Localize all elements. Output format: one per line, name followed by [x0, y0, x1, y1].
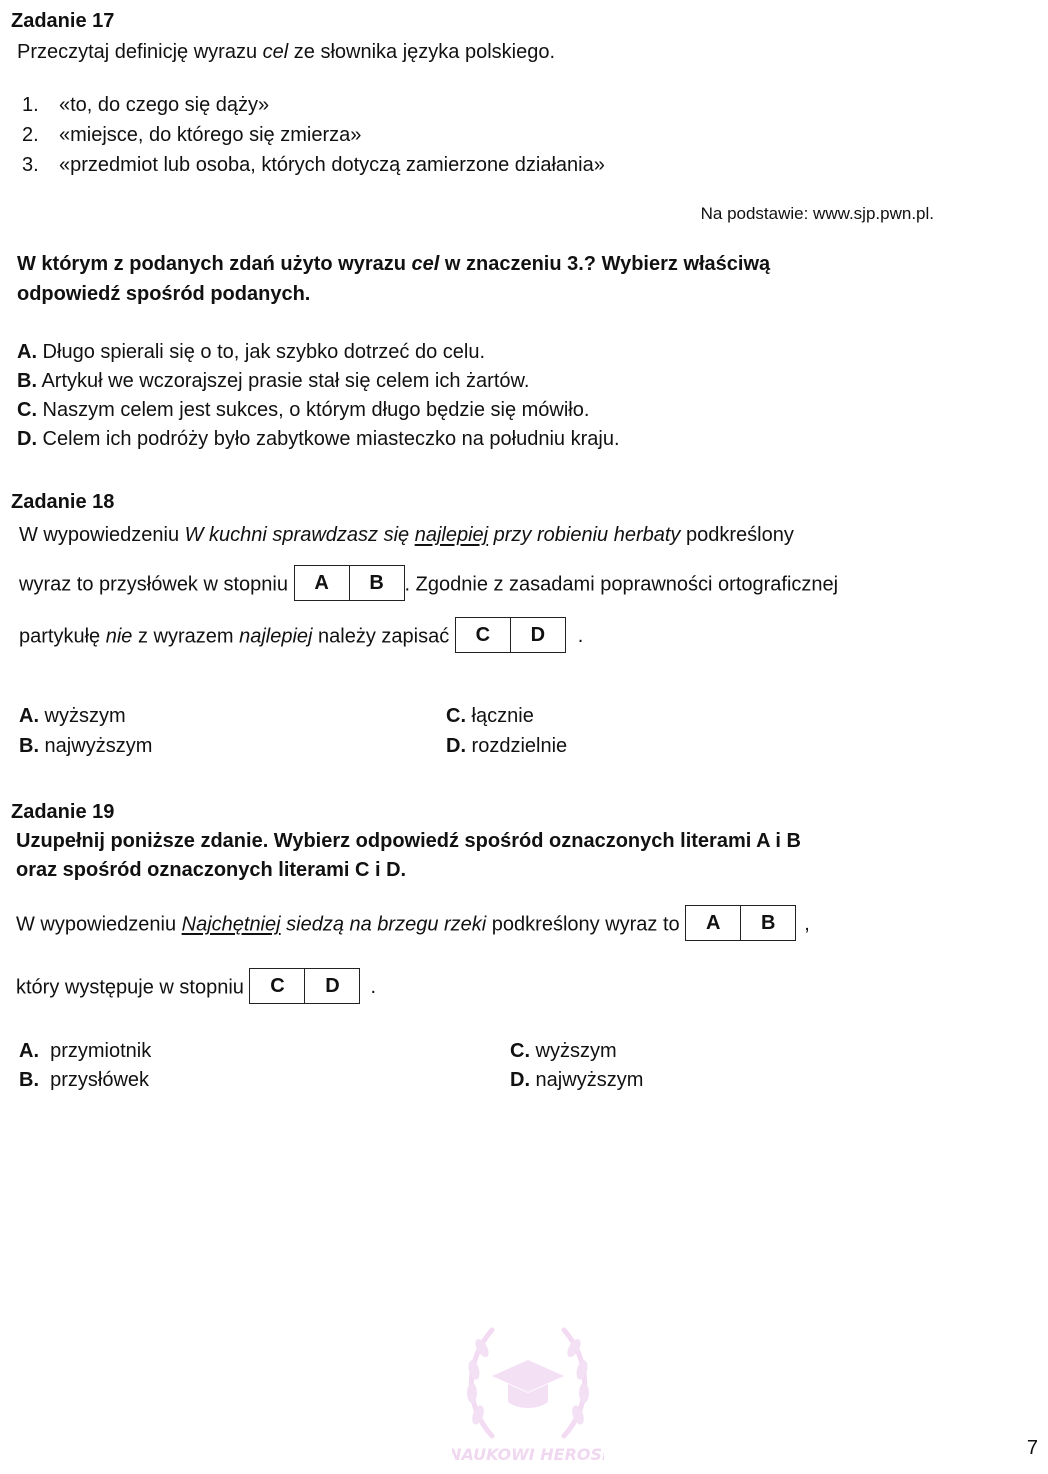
z19-l1-post: podkreślony wyraz to [486, 913, 686, 936]
z18-l3-end: . [577, 625, 584, 648]
option-text: wyższym [530, 1040, 617, 1062]
option-text: przysłówek [39, 1069, 150, 1091]
z19-l1-end: , [804, 913, 810, 936]
z18-line2 [19, 567, 838, 603]
z18-l1-post: podkreślony [680, 524, 794, 546]
choice-b[interactable]: B [349, 566, 404, 600]
def-num: 2. [22, 124, 39, 146]
z17-source: Na podstawie: www.sjp.pwn.pl. [700, 204, 934, 223]
option-text: łącznie [466, 705, 534, 727]
z18-answer-box-ab[interactable] [294, 565, 405, 601]
def-text: «to, do czego się dąży» [59, 94, 270, 116]
z19-line2 [16, 970, 376, 1006]
option-letter: C. [17, 399, 37, 421]
z18-option-c [446, 705, 534, 728]
z17-title: Zadanie 17 [11, 10, 115, 32]
def-text: «miejsce, do którego się zmierza» [59, 124, 362, 146]
option-letter: C. [446, 705, 466, 727]
z19-underlined-word: Najchętniej [181, 913, 281, 936]
z18-option-b [19, 735, 152, 758]
z19-l1-pre: W wypowiedzeniu [16, 913, 182, 936]
z17-option-b [17, 370, 529, 393]
option-letter: B. [19, 735, 39, 757]
z17-intro [17, 41, 555, 64]
option-text: najwyższym [39, 735, 153, 757]
def-text: «przedmiot lub osoba, których dotyczą zamierzone działania» [59, 154, 605, 176]
choice-c[interactable]: C [270, 975, 285, 997]
q-word: cel [411, 253, 440, 275]
watermark-text: NAUKOWI HEROSI [452, 1445, 604, 1464]
laurel-cap-icon [452, 1318, 604, 1468]
option-letter: D. [446, 735, 466, 757]
z18-underlined-word: najlepiej [414, 524, 489, 546]
z19-option-d [510, 1069, 643, 1092]
option-text: Artykuł we wczorajszej prasie stał się celem ich żartów. [37, 370, 530, 392]
z19-option-c [510, 1040, 617, 1063]
z18-title: Zadanie 18 [11, 491, 115, 513]
option-letter: A. [19, 705, 39, 727]
z17-definition-1 [22, 94, 269, 117]
option-text: Długo spierali się o to, jak szybko dotrzeć do celu. [37, 341, 485, 363]
z17-definition-2 [22, 124, 361, 147]
z18-l1-italic: W kuchni sprawdzasz się [184, 524, 415, 546]
z18-l3-mid: z wyrazem [132, 625, 240, 648]
z18-l3-post: należy zapisać [312, 625, 455, 648]
z18-l1-pre: W wypowiedzeniu [19, 524, 185, 546]
option-letter: D. [510, 1069, 530, 1091]
choice-a[interactable]: A [314, 572, 329, 594]
z17-option-a [17, 341, 485, 364]
z18-l2-pre: wyraz to przysłówek w stopniu [19, 573, 294, 596]
z19-title: Zadanie 19 [11, 801, 115, 823]
option-text: najwyższym [530, 1069, 644, 1091]
z17-option-d [17, 428, 620, 451]
z18-option-d [446, 735, 567, 758]
z17-intro-word: cel [262, 41, 289, 63]
z19-l2-end: . [370, 976, 376, 999]
option-letter: B. [19, 1069, 39, 1091]
z19-option-b [19, 1069, 149, 1092]
z18-line3 [19, 619, 583, 655]
z17-question-line1 [17, 253, 770, 276]
z17-definition-3 [22, 154, 605, 177]
option-letter: B. [17, 370, 37, 392]
choice-d[interactable]: D [304, 969, 359, 1003]
option-text: Naszym celem jest sukces, o którym długo będzie się mówiło. [37, 399, 590, 421]
z18-answer-box-cd[interactable] [455, 617, 566, 653]
option-letter: A. [17, 341, 37, 363]
def-num: 3. [22, 154, 39, 176]
z19-instruction-line1: Uzupełnij poniższe zdanie. Wybierz odpowiedź spośród oznaczonych literami A i B [16, 830, 801, 852]
z18-l3-italic: nie [105, 625, 133, 648]
z19-option-a [19, 1040, 151, 1063]
option-text: przymiotnik [39, 1040, 152, 1062]
def-num: 1. [22, 94, 39, 116]
z18-l2-post: . Zgodnie z zasadami poprawności ortograficznej [404, 573, 839, 596]
choice-d[interactable]: D [510, 618, 565, 652]
z19-answer-box-cd[interactable] [249, 968, 360, 1004]
option-letter: C. [510, 1040, 530, 1062]
z19-line1 [16, 907, 810, 943]
z17-option-c [17, 399, 589, 422]
z17-intro-post: ze słownika języka polskiego. [288, 41, 556, 63]
z18-l3-pre: partykułę [19, 625, 106, 648]
z18-l1-italic2: przy robieniu herbaty [488, 524, 681, 546]
watermark-logo [452, 1318, 604, 1468]
z19-answer-box-ab[interactable] [685, 905, 796, 941]
z18-option-a [19, 705, 126, 728]
option-text: wyższym [39, 705, 126, 727]
choice-c[interactable]: C [475, 624, 491, 646]
option-letter: A. [19, 1040, 39, 1062]
z19-l1-italic: siedzą na brzegu rzeki [280, 913, 487, 936]
q-post: w znaczeniu 3.? Wybierz właściwą [439, 253, 771, 275]
z17-question-line2: odpowiedź spośród podanych. [17, 283, 311, 305]
choice-b[interactable]: B [740, 906, 795, 940]
option-letter: D. [17, 428, 37, 450]
z19-instruction-line2: oraz spośród oznaczonych literami C i D. [16, 859, 407, 881]
page-number: 7 [1026, 1437, 1038, 1459]
option-text: Celem ich podróży było zabytkowe miasteczko na południu kraju. [37, 428, 620, 450]
z18-l3-italic2: najlepiej [239, 625, 313, 648]
q-pre: W którym z podanych zdań użyto wyrazu [17, 253, 412, 275]
z17-intro-pre: Przeczytaj definicję wyrazu [17, 41, 263, 63]
z18-line1 [19, 524, 794, 547]
choice-a[interactable]: A [706, 912, 721, 934]
z19-l2-pre: który występuje w stopniu [16, 976, 250, 999]
option-text: rozdzielnie [466, 735, 568, 757]
